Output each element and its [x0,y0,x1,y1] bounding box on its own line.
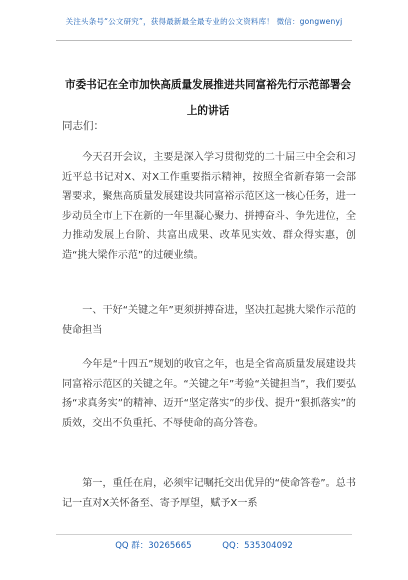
paragraph-key-year: 今年是“十四五”规划的收官之年，也是全省高质量发展建设共同富裕示范区的关键之年。“关键之年”考验“关键担当”，我们要弘扬“求真务实”的精神、迈开“坚定落实”的步伐、提升“狠抓落实”的质效，交出不负重托、不辱使命的高分答卷。 [62,359,356,429]
footer-qq: QQ：535304092 [222,541,293,551]
footer-qq-group: QQ 群：30265665 [115,541,192,551]
paragraph-opening: 今天召开会议，主要是深入学习贯彻党的二十届三中全会和习近平总书记对X、对X工作重要指示精神，按照全省新春第一会部署要求，聚焦高质量发展建设共同富裕示范区这一核心任务，进一步动员全市上下在新的一年里凝心聚力、拼搏奋斗、争先进位，全力推动发展上台阶、共富出成果、改革见实效、群众得实惠，创造“挑大梁作示范”的过硬业绩。 [62,152,356,261]
document-title: 市委书记在全市加快高质量发展推进共同富裕先行示范部署会上的讲话 [64,79,352,117]
footer-contacts [0,539,408,551]
section-heading-one: 一、干好“关键之年”更须拼搏奋进，坚决扛起挑大梁作示范的使命担当 [62,305,356,336]
header-divider [56,40,352,41]
salutation: 同志们： [62,120,104,132]
header-note: 关注头条号“公文研究”，获得最新最全最专业的公文资料库！ 微信：gongwenyj [65,17,343,26]
footer-divider [56,534,352,535]
paragraph-first-point: 第一，重任在肩，必须牢记嘱托交出优异的“使命答卷”。总书记一直对X关怀备至、寄予厚望，赋予X一系 [62,478,356,509]
